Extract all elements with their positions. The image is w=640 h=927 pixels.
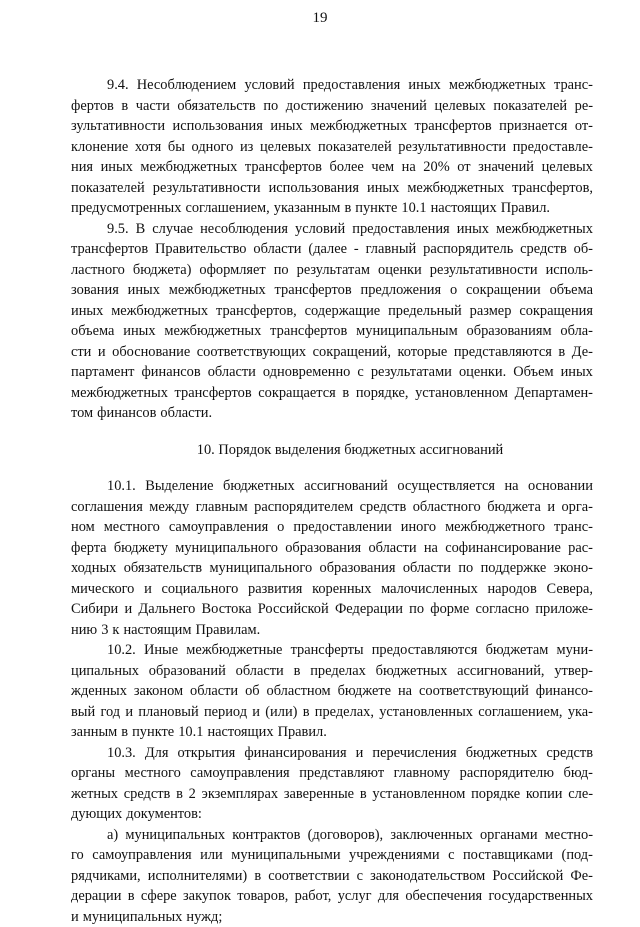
text-line: го самоуправления или муниципальными учреждениями с поставщиками (под- xyxy=(71,845,593,866)
text-line: том финансов области. xyxy=(71,403,593,424)
text-line: дующих документов: xyxy=(71,804,593,825)
page-number: 19 xyxy=(0,9,640,27)
paragraph-p9-4 xyxy=(71,75,593,219)
text-line: дерации в сфере закупок товаров, работ, услуг для обеспечения государственных xyxy=(71,886,593,907)
text-line: ходных обязательств муниципального образования области по поддержке эконо- xyxy=(71,558,593,579)
text-line: жденных законом области об областном бюджете на соответствующий финансо- xyxy=(71,681,593,702)
text-line: а) муниципальных контрактов (договоров), заключенных органами местно- xyxy=(71,825,593,846)
text-line: трансфертов Правительство области (далее - главный распорядитель средств об- xyxy=(71,239,593,260)
paragraph-p10-2 xyxy=(71,640,593,743)
text-line: вый год и плановый период и (или) в пределах, установленных соглашением, ука- xyxy=(71,702,593,723)
text-line: и муниципальных нужд; xyxy=(71,907,593,927)
text-line: 10.3. Для открытия финансирования и перечисления бюджетных средств xyxy=(71,743,593,764)
section-heading: 10. Порядок выделения бюджетных ассигнований xyxy=(71,440,593,461)
text-line: ластного бюджета) оформляет по результатам оценки результативности исполь- xyxy=(71,260,593,281)
document-body xyxy=(71,75,593,927)
text-line: ния иных межбюджетных трансфертов более чем на 20% от значений целевых xyxy=(71,157,593,178)
text-line: органы местного самоуправления представляют главному распорядителю бюд- xyxy=(71,763,593,784)
text-line: межбюджетных трансфертов сокращается в порядке, установленном Департамен- xyxy=(71,383,593,404)
text-line: 10.2. Иные межбюджетные трансферты предоставляются бюджетам муни- xyxy=(71,640,593,661)
text-line: зультативности использования иных межбюджетных трансфертов признается от- xyxy=(71,116,593,137)
text-line: мического и социального развития коренных малочисленных народов Севера, xyxy=(71,579,593,600)
text-line: фертов в части обязательств по достижению значений целевых показателей ре- xyxy=(71,96,593,117)
paragraph-p10-1 xyxy=(71,476,593,640)
text-line: иных межбюджетных трансфертов, содержащие предельный размер сокращения xyxy=(71,301,593,322)
text-line: ном местного самоуправления о предоставлении иного межбюджетного транс- xyxy=(71,517,593,538)
text-line: показателей результативности использования иных межбюджетных трансфертов, xyxy=(71,178,593,199)
text-line: соглашения между главным распорядителем средств областного бюджета и орга- xyxy=(71,497,593,518)
paragraph-p9-5 xyxy=(71,219,593,424)
text-line: рядчиками, исполнителями) в соответствии с законодательством Российской Фе- xyxy=(71,866,593,887)
paragraph-p10-3 xyxy=(71,743,593,825)
text-line: объема иных межбюджетных трансфертов муниципальным образованиям обла- xyxy=(71,321,593,342)
text-line: нию 3 к настоящим Правилам. xyxy=(71,620,593,641)
text-line: 9.4. Несоблюдением условий предоставления иных межбюджетных транс- xyxy=(71,75,593,96)
text-line: предусмотренных соглашением, указанным в пункте 10.1 настоящих Правил. xyxy=(71,198,593,219)
text-line: 9.5. В случае несоблюдения условий предоставления иных межбюджетных xyxy=(71,219,593,240)
text-line: жетных средств в 2 экземплярах заверенные в установленном порядке копии сле- xyxy=(71,784,593,805)
text-line: ферта бюджету муниципального образования области на софинансирование рас- xyxy=(71,538,593,559)
text-line: зования иных межбюджетных трансфертов предложения о сокращении объема xyxy=(71,280,593,301)
paragraph-p10-3-a xyxy=(71,825,593,927)
text-line: партамент финансов области одновременно с результатами оценки. Объем иных xyxy=(71,362,593,383)
text-line: 10.1. Выделение бюджетных ассигнований осуществляется на основании xyxy=(71,476,593,497)
text-line: ципальных образований области в пределах бюджетных ассигнований, утвер- xyxy=(71,661,593,682)
text-line: Сибири и Дальнего Востока Российской Федерации по форме согласно приложе- xyxy=(71,599,593,620)
text-line: сти и обоснование соответствующих сокращений, которые представляются в Де- xyxy=(71,342,593,363)
text-line: клонение хотя бы одного из целевых показателей результативности предоставле- xyxy=(71,137,593,158)
text-line: занным в пункте 10.1 настоящих Правил. xyxy=(71,722,593,743)
